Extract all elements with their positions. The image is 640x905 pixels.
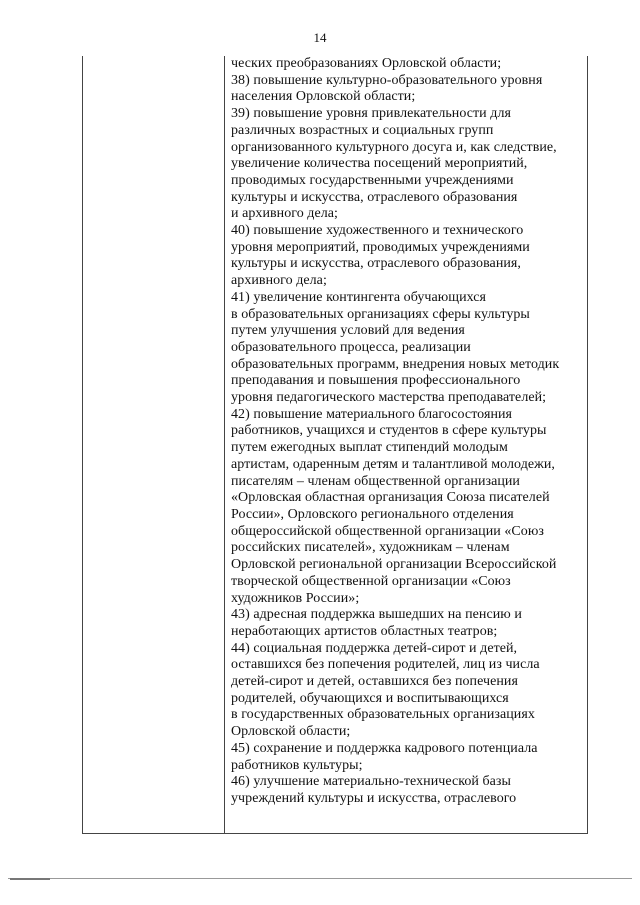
text-line: уровня мероприятий, проводимых учреждениями — [231, 239, 530, 255]
text-line: организованного культурного досуга и, как следствие, — [231, 139, 557, 155]
text-line: 45) сохранение и поддержка кадрового потенциала — [231, 740, 538, 756]
text-line: культуры и искусства, отраслевого образования, — [231, 256, 521, 272]
text-line: уровня педагогического мастерства преподавателей; — [231, 390, 547, 406]
text-line: и архивного дела; — [231, 206, 338, 222]
text-line: неработающих артистов областных театров; — [231, 623, 498, 639]
text-line: 42) повышение материального благосостояния — [231, 406, 513, 422]
text-line: работников, учащихся и студентов в сфере культуры — [231, 423, 547, 439]
text-line: оставшихся без попечения родителей, лиц из числа — [231, 657, 540, 673]
text-line: увеличение количества посещений мероприятий, — [231, 156, 528, 172]
text-line: 39) повышение уровня привлекательности для — [231, 106, 511, 122]
text-line: «Орловская областная организация Союза писателей — [231, 490, 550, 506]
text-line: российских писателей», художникам – членам — [231, 540, 510, 556]
text-line: путем ежегодных выплат стипендий молодым — [231, 440, 508, 456]
text-line: образовательного процесса, реализации — [231, 339, 471, 355]
text-line: художников России»; — [231, 590, 360, 606]
text-line: преподавания и повышения профессионального — [231, 373, 521, 389]
text-line: населения Орловской области; — [231, 89, 416, 105]
text-line: России», Орловского регионального отделения — [231, 506, 514, 522]
text-line: путем улучшения условий для ведения — [231, 323, 465, 339]
text-line: Орловской области; — [231, 724, 351, 740]
text-line: образовательных программ, внедрения новых методик — [231, 356, 560, 372]
text-line: 44) социальная поддержка детей-сирот и детей, — [231, 640, 518, 656]
text-line: культуры и искусства, отраслевого образования — [231, 189, 518, 205]
footer-rule — [8, 878, 632, 879]
table-left-cell — [83, 56, 225, 833]
text-line: работников культуры; — [231, 757, 363, 773]
text-line: родителей, обучающихся и воспитывающихся — [231, 690, 509, 706]
text-line: проводимых государственными учреждениями — [231, 172, 514, 188]
text-line: различных возрастных и социальных групп — [231, 122, 494, 138]
text-line: 38) повышение культурно-образовательного уровня — [231, 72, 543, 88]
document-table — [82, 56, 588, 834]
table-right-cell — [225, 56, 587, 833]
text-line: общероссийской общественной организации «Союз — [231, 523, 544, 539]
page-number: 14 — [313, 30, 327, 45]
text-line: 40) повышение художественного и технического — [231, 223, 524, 239]
text-line: архивного дела; — [231, 273, 327, 289]
text-line: 41) увеличение контингента обучающихся — [231, 289, 487, 305]
footer-mark — [10, 878, 50, 880]
text-line: учреждений культуры и искусства, отраслевого — [231, 790, 517, 806]
text-line: 46) улучшение материально-технической базы — [231, 774, 511, 790]
text-line: ческих преобразованиях Орловской области; — [231, 56, 502, 71]
text-line: артистам, одаренным детям и талантливой молодежи, — [231, 456, 555, 472]
text-line: в образовательных организациях сферы культуры — [231, 306, 530, 322]
text-line: писателям – членам общественной организации — [231, 473, 520, 489]
text-line: Орловской региональной организации Всероссийской — [231, 557, 557, 573]
text-line: в государственных образовательных организациях — [231, 707, 535, 723]
text-line: 43) адресная поддержка вышедших на пенсию и — [231, 607, 522, 623]
text-line: творческой общественной организации «Союз — [231, 573, 511, 589]
text-line: детей-сирот и детей, оставшихся без попечения — [231, 674, 518, 690]
